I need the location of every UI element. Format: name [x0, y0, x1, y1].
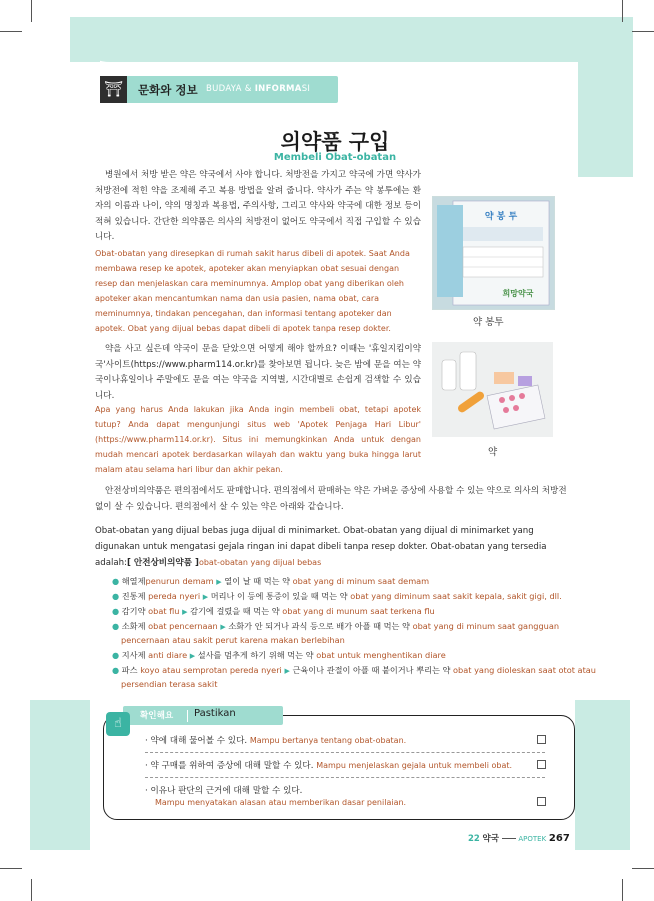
section-title: 문화와 정보 [138, 83, 198, 97]
crop-mark [31, 879, 32, 901]
medicine-envelope-photo [432, 196, 555, 310]
bullet-icon: ● [112, 606, 120, 616]
svg-text:약 봉 투: 약 봉 투 [484, 212, 518, 222]
arrow-right-icon: ▶ [284, 667, 290, 675]
mint-frame-top [70, 17, 633, 62]
list-item-continued: pencernaan atau sakit perut karena makan berlebihan [121, 635, 345, 645]
mint-frame-bottom-left [30, 700, 90, 850]
crop-mark [622, 0, 623, 22]
crop-mark [0, 31, 22, 32]
chapter-number: 22 [468, 834, 480, 844]
list-item: ● 파스 koyo atau semprotan pereda nyeri ▶ 근육이나 관절이 아플 때 붙이거나 뿌리는 약 obat yang dioleskan saat otot atau [112, 665, 596, 675]
mint-frame-left [70, 17, 100, 62]
paragraph-id-1: Obat-obatan yang diresepkan di rumah sakit harus dibeli di apotek. Saat Anda membawa resep ke apotek, apoteker akan menyiapkan obat sesuai dengan resep dan menjelaskan cara meminumnya. Amplop obat yang diberikan oleh apoteker akan mencantumkan nama dan usia pasien, nama obat, cara meminumnya, tindakan pencegahan, dan informasi tentang apoteker dan apotek. Obat yang dijual bebas dapat dibeli di apotek tanpa resep dokter. [95, 249, 410, 333]
checklist-label-ko: 확인해요 [140, 711, 174, 721]
paragraph-ko-2: 약을 사고 싶은데 약국이 문을 닫았으면 어떻게 해야 할까요? 이때는 '휴일지킴이약국'사이트(https://www.pharm114.or.kr)를 찾아보면 됩니다. 늦은 밤에 문을 여는 약국이나휴일이나 주말에도 문을 여는 약국을 지역별, 시간대별로 손쉽게 검색할 수 있습니다. [95, 344, 421, 401]
crop-mark [632, 868, 654, 869]
crop-mark [0, 868, 22, 869]
paragraph-ko-3: 안전상비의약품은 편의점에서도 판매합니다. 편의점에서 판매하는 약은 가벼운 증상에 사용할 수 있는 약으로 의사의 처방전 없이 살 수 있습니다. 편의점에서 살 수 있는 약은 아래와 같습니다. [95, 486, 567, 512]
pointer-hand-icon: ☝ [106, 712, 130, 736]
article-subtitle: Membeli Obat-obatan [273, 152, 397, 163]
page-footer [468, 832, 570, 844]
photo-caption-envelope: 약 봉투 [473, 317, 504, 328]
paragraph-id-2: Apa yang harus Anda lakukan jika Anda ingin membeli obat, tetapi apotek tutup? Anda dapat mengunjungi situs web 'Apotek Penjaga Hari Libur' (https://www.pharm114.or.kr). Situs ini memungkinkan Anda untuk dengan mudah mencari apotek berdasarkan wilayah dan waktu yang buka hingga larut malam atau selama hari libur dan akhir pekan. [95, 405, 421, 474]
arrow-right-icon: ▶ [182, 608, 188, 616]
list-item: ● 진통제 pereda nyeri ▶ 머리나 이 등에 통증이 있을 때 먹는 약 obat yang diminum saat sakit kepala, sakit gigi, dll. [112, 591, 562, 601]
page-number: 267 [548, 833, 570, 844]
medicine-photo [432, 342, 553, 437]
bullet-icon: ● [112, 591, 120, 601]
checkbox[interactable] [537, 735, 546, 744]
divider [145, 752, 545, 753]
bullet-icon: ● [112, 576, 120, 586]
otc-term-id: obat-obatan yang dijual bebas [198, 558, 322, 568]
crop-mark [632, 31, 654, 32]
chapter-title-id: APOTEK [518, 835, 547, 843]
otc-term-ko: [ 안전상비의약품 ] [126, 558, 199, 569]
crop-mark [622, 879, 623, 901]
checklist-label-id: Pastikan [194, 708, 236, 719]
arrow-right-icon: ▶ [202, 593, 209, 601]
checkbox[interactable] [537, 760, 546, 769]
chapter-title-ko: 약국 [482, 834, 499, 844]
photo-caption-medicine: 약 [488, 447, 498, 458]
section-subtitle: BUDAYA & INFORMASI [206, 84, 311, 94]
mint-frame-right [578, 17, 633, 177]
checklist-item-id: Mampu menyatakan alasan atau memberikan dasar penilaian. [155, 798, 407, 807]
svg-text:희망약국: 희망약국 [502, 289, 534, 298]
list-item: ● 소화제 obat pencernaan ▶ 소화가 안 되거나 과식 등으로 배가 아플 때 먹는 약 obat yang di minum saat gangguan [112, 621, 560, 631]
list-item: ● 해열제penurun demam ▶ 열이 날 때 먹는 약 obat yang di minum saat demam [112, 576, 430, 586]
crop-mark [31, 0, 32, 22]
article-title: 의약품 구입 [280, 130, 390, 154]
bullet-icon: ● [112, 650, 120, 660]
checklist-item: · 약 구매를 위하여 증상에 대해 말할 수 있다. Mampu menjelaskan gejala untuk membeli obat. [145, 761, 513, 771]
checkbox[interactable] [537, 797, 546, 806]
paragraph-ko-1: 병원에서 처방 받은 약은 약국에서 사야 합니다. 처방전을 가지고 약국에 가면 약사가 처방전에 적힌 약을 조제해 주고 복용 방법을 알려 줍니다. 약사가 주는 약 봉투에는 환자의 이름과 나이, 약의 명칭과 복용법, 주의사항, 그리고 약사와 약국에 대한 정보 등이 적혀 있습니다. 간단한 의약품은 의사의 처방전이 없어도 약국에서 직접 구입할 수 있습니다. [95, 170, 421, 243]
paragraph-id-3: Obat-obatan yang dijual bebas juga dijual di minimarket. Obat-obatan yang dijual di minimarket yang digunakan untuk mengatasi gejala ringan ini dapat dibeli tanpa resep dokter. Obat-obatan yang tersedia adalah:[ 안전상비의약품 ]obat-obatan yang dijual bebas [95, 526, 547, 569]
temple-icon: ⛩ [100, 76, 127, 103]
list-item-continued: persendian terasa sakit [121, 679, 218, 689]
bullet-icon: ● [112, 621, 120, 631]
checklist-item: · 이유나 판단의 근거에 대해 말할 수 있다. [145, 786, 303, 796]
bullet-icon: ● [112, 665, 120, 675]
arrow-right-icon: ▶ [220, 623, 226, 631]
arrow-right-icon: ▶ [189, 652, 196, 660]
divider [145, 777, 545, 778]
checklist-label-divider [187, 710, 188, 722]
mint-frame-bottom-right [575, 700, 630, 850]
arrow-right-icon: ▶ [216, 578, 222, 586]
checklist-item: · 약에 대해 물어볼 수 있다. Mampu bertanya tentang obat-obatan. [145, 736, 407, 746]
list-item: ● 감기약 obat flu ▶ 감기에 걸렸을 때 먹는 약 obat yang di munum saat terkena flu [112, 606, 435, 616]
list-item: ● 지사제 anti diare ▶ 설사를 멈추게 하기 위해 먹는 약 obat untuk menghentikan diare [112, 650, 446, 660]
